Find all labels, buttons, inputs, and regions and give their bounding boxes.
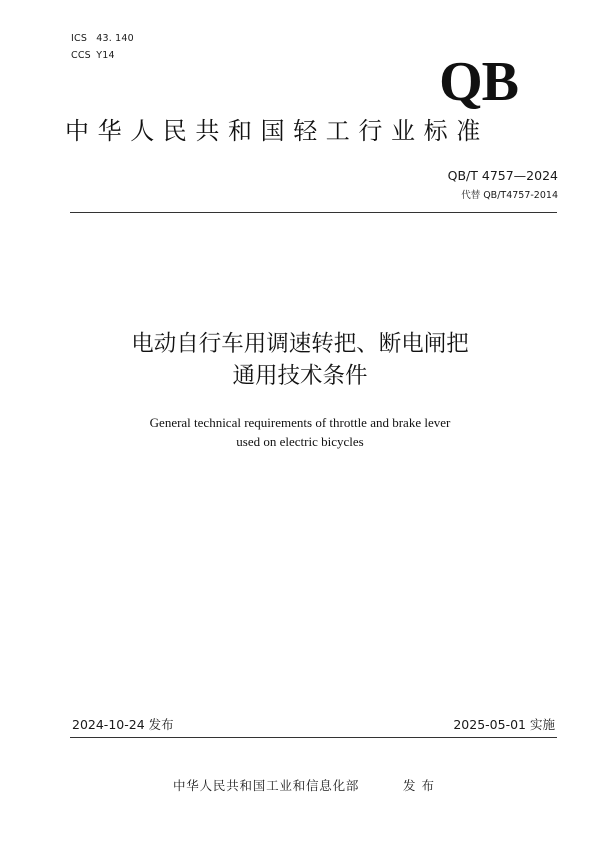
chinese-title-line-2: 通用技术条件 <box>232 363 368 389</box>
chinese-title <box>0 328 600 392</box>
bottom-divider <box>70 737 557 738</box>
ccs-value: Y14 <box>96 50 115 61</box>
implement-date-value: 2025-05-01 <box>453 717 526 732</box>
standard-number: QB/T 4757—2024 <box>447 168 558 183</box>
ics-row <box>71 30 134 47</box>
ccs-label: CCS <box>71 50 91 61</box>
publish-date <box>72 715 174 733</box>
issuing-action: 发布 <box>403 778 441 793</box>
top-divider <box>70 212 557 213</box>
issuing-authority: 中华人民共和国工业和信息化部 <box>173 778 360 793</box>
standard-category: 中华人民共和国轻工行业标准 <box>65 117 489 145</box>
english-title-line-1: General technical requirements of throttle and brake lever <box>149 415 451 430</box>
english-title-line-2: used on electric bicycles <box>236 434 364 449</box>
publish-date-label: 发布 <box>148 717 174 732</box>
ics-value: 43. 140 <box>96 33 134 44</box>
qb-logo: QB <box>439 51 518 113</box>
ics-label: ICS <box>71 33 88 44</box>
ccs-row <box>71 47 134 64</box>
english-title <box>0 413 600 451</box>
classification-codes <box>71 30 134 64</box>
implement-date-label: 实施 <box>529 717 555 732</box>
replaces-standard: 代替 QB/T4757-2014 <box>461 190 558 201</box>
chinese-title-line-1: 电动自行车用调速转把、断电闸把 <box>131 331 469 357</box>
publish-date-value: 2024-10-24 <box>72 717 145 732</box>
implement-date <box>453 715 555 733</box>
